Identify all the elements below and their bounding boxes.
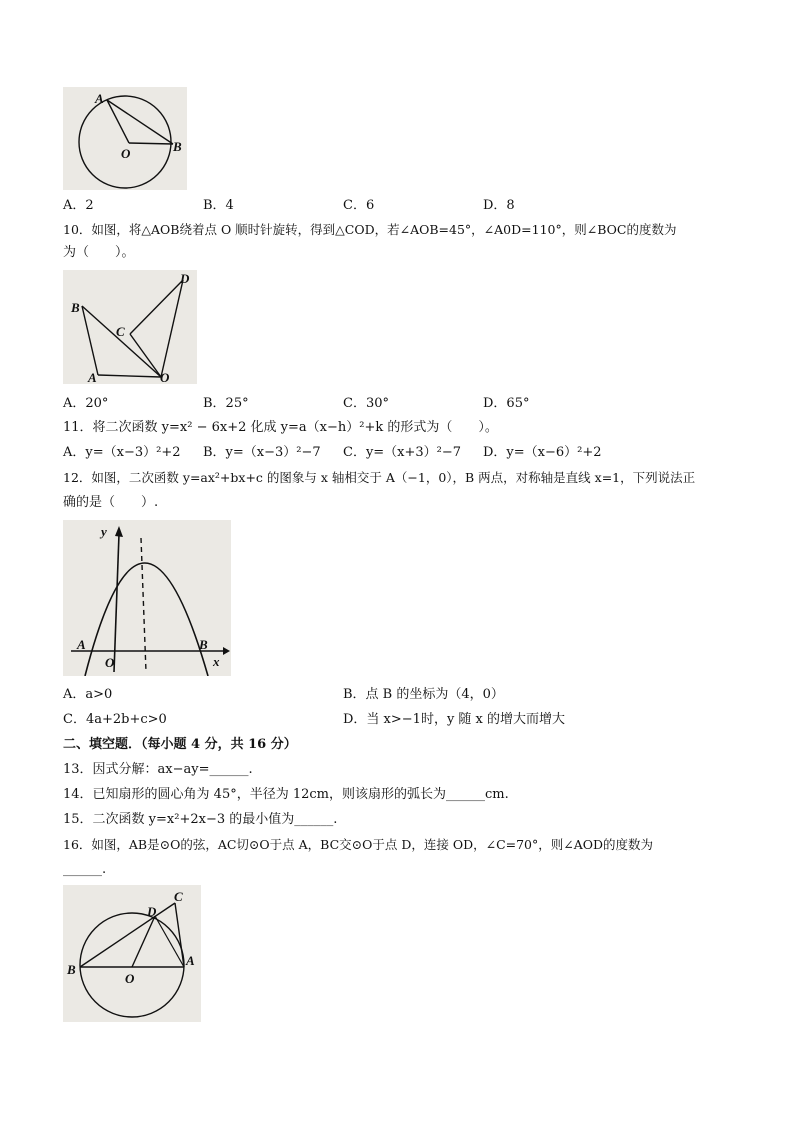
q15-question: 15．二次函数 y=x²+2x−3 的最小值为______.	[63, 812, 338, 827]
q9-option-d: D．8	[483, 198, 515, 213]
q16-question-line1: 16．如图，AB是⊙O的弦，AC切⊙O于点 A，BC交⊙O于点 D，连接 OD，∠C=70°，则∠AOD的度数为	[63, 837, 654, 852]
q16-circle-tangent-diagram	[63, 885, 201, 1022]
q16-label-c: C	[174, 889, 183, 904]
q9-option-b: B．4	[203, 198, 234, 213]
q12-figure	[63, 520, 231, 676]
q12-label-y: y	[101, 524, 107, 539]
q16-label-a: A	[186, 953, 195, 968]
section2-title: 二、填空题．（每小题 4 分，共 16 分）	[63, 737, 297, 752]
q12-label-a: A	[77, 637, 86, 652]
q9-label-b: B	[173, 139, 182, 154]
q10-question-line2: 为（ ）。	[63, 245, 135, 260]
q12-label-b: B	[199, 637, 208, 652]
q10-option-d: D．65°	[483, 396, 530, 411]
q11-option-c: C．y=（x+3）²−7	[343, 445, 462, 460]
q12-parabola-graph	[63, 520, 231, 676]
q12-label-o: O	[105, 655, 115, 670]
q9-option-a: A．2	[63, 198, 94, 213]
q12-option-a: A．a>0	[63, 687, 113, 702]
q16-label-o: O	[125, 971, 135, 986]
q16-question-line2: ______.	[63, 862, 107, 877]
q11-option-a: A．y=（x−3）²+2	[63, 445, 181, 460]
q10-option-a: A．20°	[63, 396, 109, 411]
q10-triangle-diagram	[63, 270, 197, 384]
q9-circle-diagram	[63, 87, 187, 190]
q9-label-o: O	[121, 146, 131, 161]
q10-option-b: B．25°	[203, 396, 249, 411]
q12-label-x: x	[213, 654, 220, 669]
q11-question: 11．将二次函数 y=x² − 6x+2 化成 y=a（x−h）²+k 的形式为（ ）。	[63, 420, 498, 435]
q10-label-a: A	[88, 370, 97, 384]
q10-label-c: C	[116, 324, 125, 339]
q12-question-line2: 确的是（ ）.	[63, 495, 159, 510]
q10-figure	[63, 270, 197, 384]
q12-option-b: B．点 B 的坐标为（4，0）	[343, 687, 504, 702]
q9-label-a: A	[95, 91, 104, 106]
q10-option-c: C．30°	[343, 396, 389, 411]
q10-label-d: D	[180, 271, 190, 286]
q12-option-d: D．当 x>−1时，y 随 x 的增大而增大	[343, 712, 566, 727]
q14-question: 14．已知扇形的圆心角为 45°，半径为 12cm，则该扇形的弧长为______cm.	[63, 787, 509, 802]
q10-label-o: O	[160, 370, 170, 384]
q16-label-d: D	[147, 904, 157, 919]
q11-option-d: D．y=（x−6）²+2	[483, 445, 602, 460]
q10-label-b: B	[71, 300, 80, 315]
q9-figure	[63, 87, 187, 190]
q12-option-c: C．4a+2b+c>0	[63, 712, 167, 727]
q11-option-b: B．y=（x−3）²−7	[203, 445, 321, 460]
q12-question-line1: 12．如图，二次函数 y=ax²+bx+c 的图象与 x 轴相交于 A（−1，0），B 两点，对称轴是直线 x=1，下列说法正	[63, 470, 696, 485]
q16-label-b: B	[67, 962, 76, 977]
q16-figure	[63, 885, 201, 1022]
q13-question: 13．因式分解：ax−ay=______.	[63, 762, 253, 777]
q9-option-c: C．6	[343, 198, 375, 213]
q10-question-line1: 10．如图，将△AOB绕着点 O 顺时针旋转，得到△COD，若∠AOB=45°，∠A0D=110°，则∠BOC的度数为	[63, 222, 677, 237]
